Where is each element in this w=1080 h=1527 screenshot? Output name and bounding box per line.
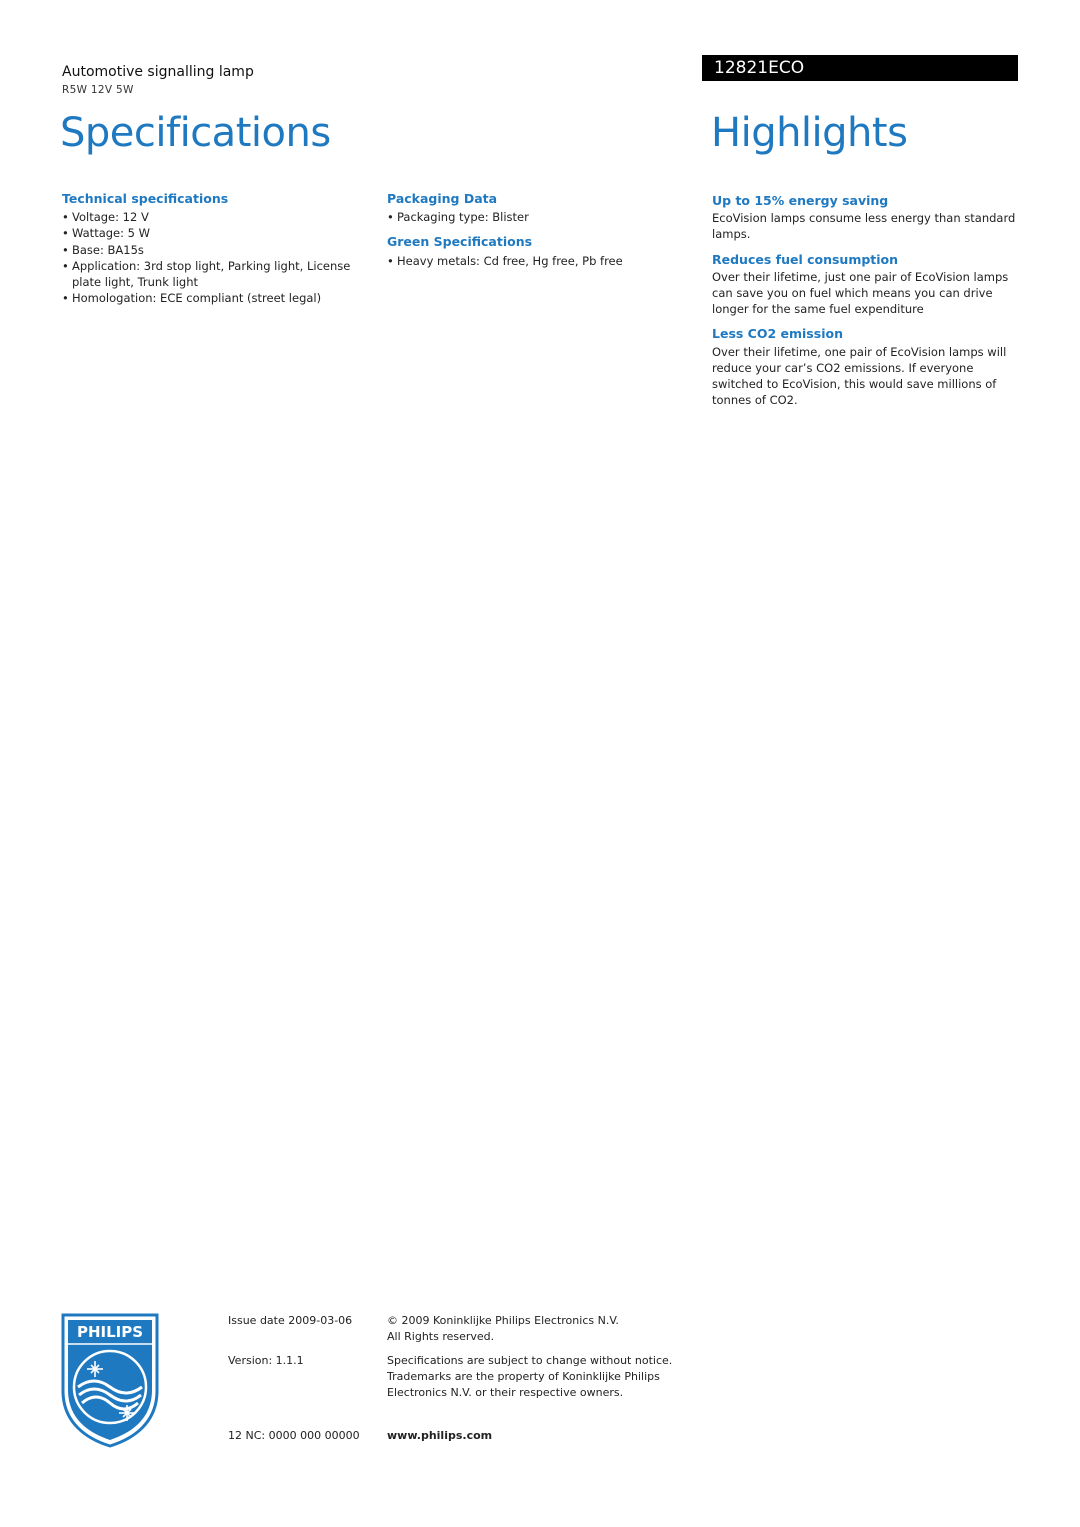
issue-date: Issue date 2009-03-06 — [228, 1314, 353, 1327]
version: Version: 1.1.1 — [228, 1354, 304, 1367]
packaging-green-column — [387, 191, 657, 278]
copyright-block — [387, 1313, 687, 1345]
highlight-item — [712, 193, 1022, 243]
highlight-heading: Up to 15% energy saving — [712, 193, 889, 208]
highlight-text: Over their lifetime, one pair of EcoVision lamps will reduce your car’s CO2 emissions. If everyone switched to EcoVision, this would save millions of tonnes of CO2. — [712, 344, 1007, 408]
legal-line: Specifications are subject to change without notice. — [387, 1354, 673, 1367]
product-subtitle: Automotive signalling lamp — [62, 64, 254, 80]
philips-shield-icon — [61, 1313, 159, 1448]
legal-line: Trademarks are the property of Koninklijke Philips — [387, 1370, 660, 1383]
packaging-data-heading: Packaging Data — [387, 191, 498, 206]
packaging-data-section — [387, 191, 657, 225]
highlight-item — [712, 326, 1022, 408]
model-number-bar — [702, 55, 1018, 81]
highlight-item — [712, 252, 1022, 318]
technical-specifications-heading: Technical specifications — [62, 191, 229, 206]
legal-block — [387, 1353, 687, 1401]
green-specifications-section — [387, 234, 657, 268]
philips-logo — [61, 1313, 159, 1448]
specifications-title: Specifications — [60, 110, 331, 156]
technical-specifications-section — [62, 191, 362, 306]
list-item: • Base: BA15s — [62, 242, 362, 258]
list-item: • Homologation: ECE compliant (street legal) — [62, 290, 362, 306]
website-link[interactable]: www.philips.com — [387, 1429, 493, 1442]
copyright-line: © 2009 Koninklijke Philips Electronics N.V. — [387, 1314, 619, 1327]
rights-line: All Rights reserved. — [387, 1330, 495, 1343]
svg-text:PHILIPS: PHILIPS — [76, 1323, 144, 1341]
nc-number: 12 NC: 0000 000 00000 — [228, 1429, 360, 1442]
green-specifications-heading: Green Specifications — [387, 234, 533, 250]
highlights-title: Highlights — [711, 110, 908, 156]
list-item: • Wattage: 5 W — [62, 225, 362, 241]
highlight-text: EcoVision lamps consume less energy than standard lamps. — [712, 211, 1016, 242]
model-number: 12821ECO — [714, 58, 805, 78]
list-item: • Application: 3rd stop light, Parking light, License plate light, Trunk light — [62, 258, 362, 290]
highlight-heading: Less CO2 emission — [712, 326, 843, 342]
list-item: • Heavy metals: Cd free, Hg free, Pb free — [387, 253, 657, 269]
highlight-text: Over their lifetime, just one pair of EcoVision lamps can save you on fuel which means you can drive longer for the same fuel expenditure — [712, 269, 1009, 317]
highlight-heading: Reduces fuel consumption — [712, 251, 899, 267]
green-specifications-list — [387, 253, 657, 269]
legal-line: Electronics N.V. or their respective owners. — [387, 1386, 624, 1399]
product-variant: R5W 12V 5W — [62, 84, 134, 96]
list-item: • Packaging type: Blister — [387, 209, 657, 225]
list-item: • Voltage: 12 V — [62, 209, 362, 225]
technical-specifications-list — [62, 209, 362, 306]
highlights-column — [712, 193, 1022, 417]
packaging-data-list — [387, 209, 657, 225]
